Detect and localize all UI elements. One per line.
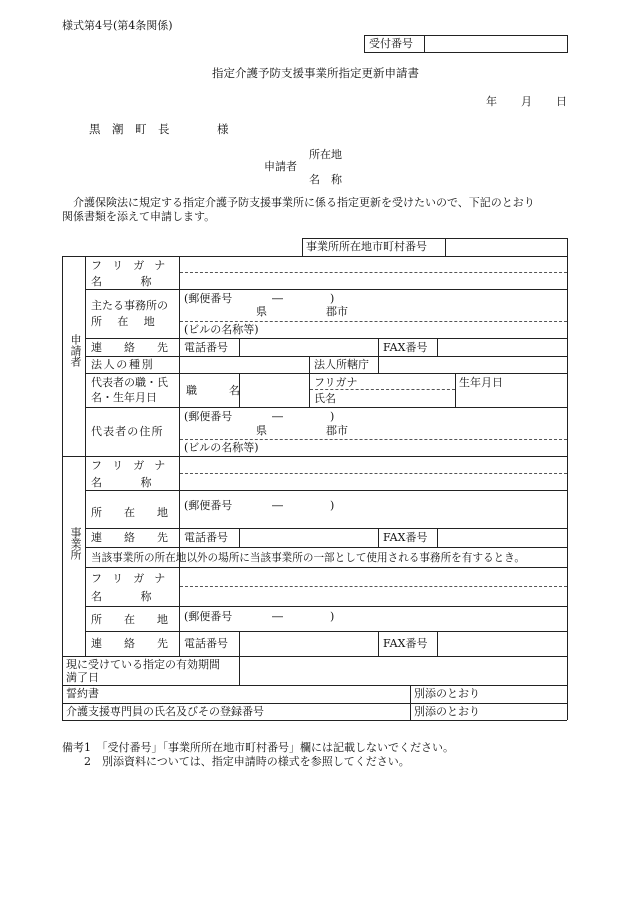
- postal-dash: ―: [272, 292, 283, 305]
- office-furigana-label: フ リ ガ ナ: [91, 459, 169, 472]
- care-manager-label: 介護支援専門員の氏名及びその登録番号: [66, 705, 264, 718]
- sub-office-fax-label: FAX番号: [383, 637, 428, 650]
- receipt-number-label: 受付番号: [369, 37, 413, 50]
- addressee-name: 黒 潮 町 長: [89, 122, 170, 136]
- applicant-name-label: 名 称: [309, 173, 342, 186]
- applicant-section-label: 申請者: [69, 334, 82, 367]
- office-location-label: 所 在 地: [91, 506, 174, 519]
- applicant-furigana-label: フ リ ガ ナ: [91, 259, 169, 272]
- office-address-label-1: 主たる事務所の: [91, 299, 168, 312]
- office-contact-label: 連 絡 先: [91, 531, 174, 544]
- applicant-name-field[interactable]: [181, 274, 565, 288]
- birthdate-label: 生年月日: [459, 376, 503, 389]
- office-phone-label: 電話番号: [184, 531, 228, 544]
- applicant-furigana-field[interactable]: [181, 257, 565, 271]
- sub-office-postal-dash: ―: [272, 610, 283, 623]
- applicant-name-row-label: 名 称: [91, 275, 157, 288]
- pledge-label: 誓約書: [66, 687, 99, 700]
- rep-postal-close: ): [330, 410, 335, 423]
- validity-label-2: 満了日: [66, 671, 99, 684]
- city-label: 郡市: [326, 305, 348, 318]
- applicant-role-label: 申請者: [264, 160, 297, 173]
- sub-office-name-label: 名 称: [91, 590, 157, 603]
- fax-label: FAX番号: [383, 341, 428, 354]
- office-postal-dash: ―: [272, 499, 283, 512]
- contact-label: 連 絡 先: [91, 341, 174, 354]
- intro-line-1: 介護保険法に規定する指定介護予防支援事業所に係る指定更新を受けたいので、下記のとおり: [62, 196, 535, 209]
- office-postal-close: ): [330, 499, 335, 512]
- document-title: 指定介護予防支援事業所指定更新申請書: [212, 66, 419, 80]
- phone-label: 電話番号: [184, 341, 228, 354]
- rep-postal-label: (郵便番号: [184, 410, 233, 423]
- rep-name-label: 氏名: [314, 392, 336, 405]
- form-number: 様式第4号(第4条関係): [62, 19, 173, 32]
- validity-field[interactable]: [241, 657, 565, 684]
- office-name-field[interactable]: [181, 475, 565, 489]
- municipality-number-field[interactable]: [447, 239, 565, 255]
- rep-building-label: (ビルの名称等): [184, 441, 259, 454]
- pledge-separate: 別添のとおり: [414, 687, 480, 700]
- date-year: 年: [486, 95, 497, 108]
- sub-office-postal-label: (郵便番号: [184, 610, 233, 623]
- postal-close: ): [330, 292, 335, 305]
- furigana-small-label: フリガナ: [314, 376, 358, 389]
- rep-prefecture-label: 県: [256, 424, 267, 437]
- note-1: 備考1 「受付番号」「事業所所在地市町村番号」欄には記載しないでください。: [62, 741, 454, 754]
- building-label: (ビルの名称等): [184, 323, 259, 336]
- sub-office-postal-close: ): [330, 610, 335, 623]
- office-furigana-field[interactable]: [181, 458, 565, 472]
- office-address-label-2: 所 在 地: [91, 315, 157, 328]
- office-section-label: 事業所: [69, 527, 82, 560]
- phone-field[interactable]: [241, 339, 377, 355]
- receipt-number-field[interactable]: [426, 36, 566, 52]
- fax-field[interactable]: [439, 339, 565, 355]
- office-name-label: 名 称: [91, 476, 157, 489]
- rep-address-label: 代表者の住所: [91, 425, 164, 438]
- sub-office-furigana-label: フ リ ガ ナ: [91, 572, 169, 585]
- sub-office-location-label: 所 在 地: [91, 613, 174, 626]
- sub-office-name-field[interactable]: [181, 588, 565, 604]
- date-day: 日: [556, 95, 567, 108]
- corp-type-label: 法人の種別: [91, 358, 155, 371]
- sub-office-furigana-field[interactable]: [181, 569, 565, 585]
- care-manager-separate: 別添のとおり: [414, 705, 480, 718]
- rep-title-label-1: 代表者の職・氏: [91, 376, 168, 389]
- validity-label-1: 現に受けている指定の有効期間: [66, 658, 220, 671]
- note-2: 2 別添資料については、指定申請時の様式を参照してください。: [62, 755, 410, 768]
- office-postal-label: (郵便番号: [184, 499, 233, 512]
- sub-office-phone-label: 電話番号: [184, 637, 228, 650]
- prefecture-label: 県: [256, 305, 267, 318]
- corp-authority-label: 法人所轄庁: [314, 358, 369, 371]
- postal-label: (郵便番号: [184, 292, 233, 305]
- applicant-location-label: 所在地: [309, 148, 342, 161]
- intro-line-2: 関係書類を添えて申請します。: [62, 210, 216, 223]
- satellite-office-note: 当該事業所の所在地以外の場所に当該事業所の一部として使用される事務所を有するとき。: [91, 552, 525, 564]
- addressee-honorific: 様: [217, 122, 229, 136]
- rep-city-label: 郡市: [326, 424, 348, 437]
- date-month: 月: [521, 95, 532, 108]
- rep-postal-dash: ―: [272, 410, 283, 423]
- office-fax-label: FAX番号: [383, 531, 428, 544]
- sub-office-contact-label: 連 絡 先: [91, 637, 174, 650]
- position-label: 職 名: [186, 384, 244, 397]
- rep-title-label-2: 名・生年月日: [91, 391, 157, 404]
- municipality-number-label: 事業所所在地市町村番号: [306, 240, 427, 253]
